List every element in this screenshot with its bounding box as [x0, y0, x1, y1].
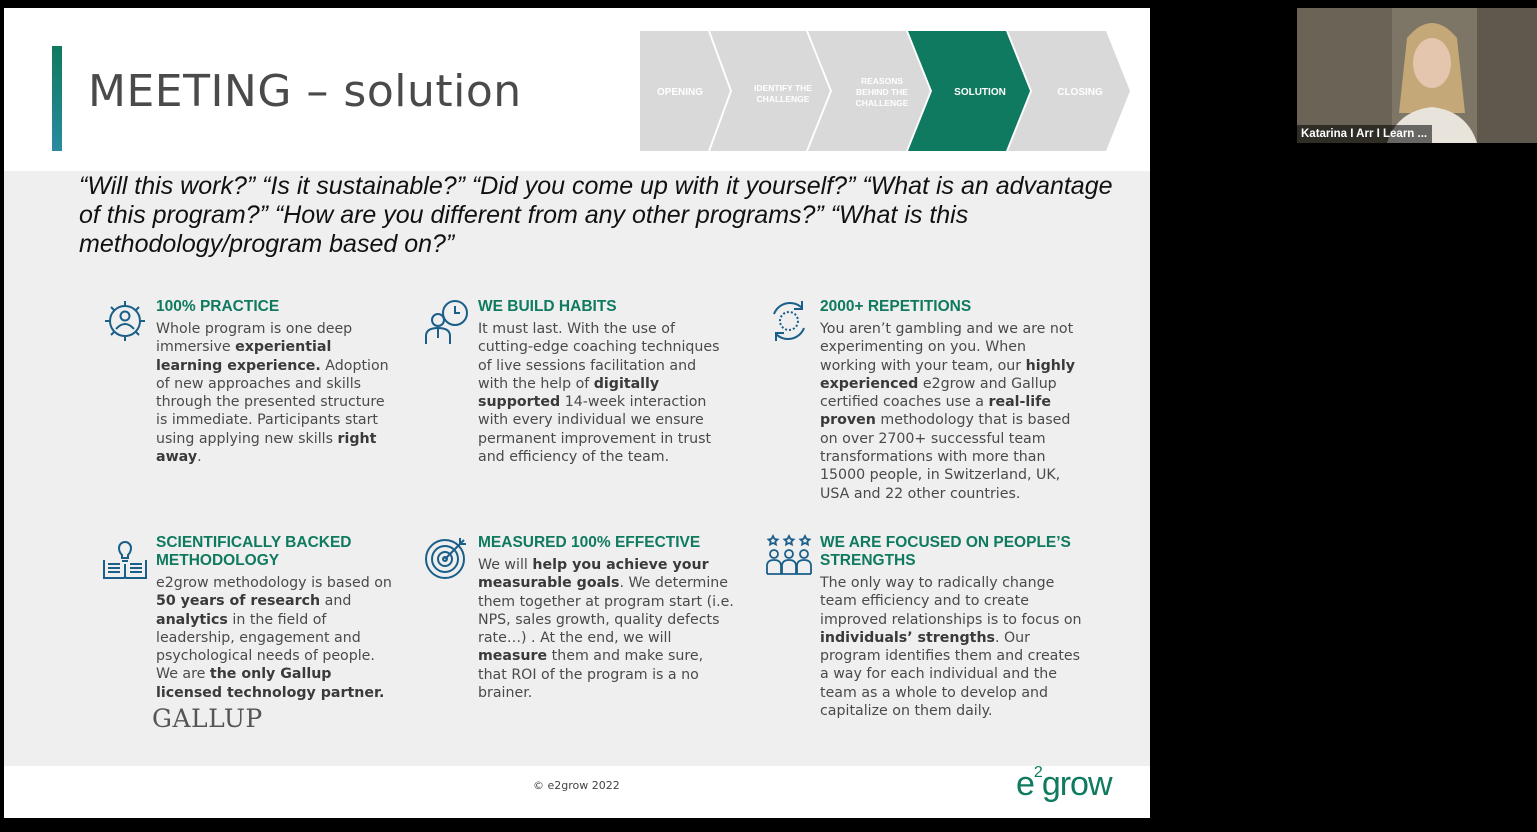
participant-name-label: Katarina I Arr I Learn ...: [1297, 125, 1432, 143]
participant-video-tile[interactable]: [1297, 8, 1537, 143]
svg-text:BEHIND THE: BEHIND THE: [856, 87, 908, 97]
cycle-arrows-icon: [766, 298, 812, 344]
step-label-line1: IDENTIFY THE: [754, 83, 812, 93]
card-focused-on-strengths: [766, 534, 1086, 729]
step-label: CLOSING: [1057, 87, 1103, 98]
card-text: e2grow methodology is based on 50 years of research and analytics in the field of leadership, engagement and psychological needs of people. We are the only Gallup licensed technology partner.: [156, 575, 392, 701]
card-we-build-habits: [424, 298, 744, 488]
card-text: It must last. With the use of cutting-edge coaching techniques of live sessions facilitation and with the help of digitally supported 14-week interaction with every individual we ensure permanent improvement in trust and efficiency of the team.: [478, 321, 720, 466]
svg-text:REASONS: REASONS: [860, 76, 904, 86]
participant-video-feed: [1297, 8, 1537, 143]
card-heading: WE BUILD HABITS: [478, 298, 617, 315]
card-heading: WE ARE FOCUSED ON PEOPLE’S STRENGTHS: [820, 534, 1071, 569]
step-label-line2: CHALLENGE: [756, 94, 810, 104]
gallup-logo: GALLUP: [152, 704, 263, 733]
copyright-text: © e2grow 2022: [533, 779, 620, 792]
person-gear-icon: [102, 298, 148, 344]
card-text: The only way to radically change team efficiency and to create improved relationships is to focus on individuals’ strengths. Our program identifies them and creates a way for each individual and the team as a whole to develop and capitalize on them daily.: [820, 575, 1082, 720]
card-heading: 100% PRACTICE: [156, 298, 280, 315]
card-text: Whole program is one deep immersive experiential learning experience. Adoption of new approaches and skills through the presented structure is immediate. Participants start using applying new skills right away.: [156, 321, 389, 466]
card-heading: SCIENTIFICALLY BACKED METHODOLOGY: [156, 534, 352, 569]
card-2000-repetitions: [766, 298, 1086, 508]
slide-footer: [4, 766, 1150, 818]
slide-header: [4, 8, 1150, 171]
slide-title: MEETING – solution: [88, 66, 522, 117]
step-opening: [640, 31, 730, 151]
card-text: We will help you achieve your measurable goals. We determine them together at program start (i.e. NPS, sales growth, quality defects rate…) . At the end, we will measure them and make sure, that ROI of the program is a no brainer.: [478, 557, 734, 702]
client-questions: “Will this work?” “Is it sustainable?” “Did you come up with it yourself?” “What is an advantage of this program?” “How are you different from any other programs?” “What is this methodology/program based on?”: [79, 172, 1113, 258]
target-arrow-icon: [424, 534, 470, 580]
card-text: You aren’t gambling and we are not experimenting on you. When working with your team, our highly experienced e2grow and Gallup certified coaches use a real-life proven methodology that is based on over 2700+ successful team transformations with more than 15000 people, in Switzerland, UK, USA and 22 other countries.: [820, 321, 1075, 502]
step-label: SOLUTION: [954, 87, 1006, 98]
card-100-practice: [102, 298, 402, 478]
title-accent-bar: [52, 46, 62, 151]
agenda-progress-chevrons: [640, 31, 1130, 151]
step-label: OPENING: [656, 87, 704, 98]
card-scientifically-backed: [102, 534, 402, 709]
lightbulb-book-icon: [102, 534, 148, 580]
e2grow-logo: $e^2grow$: [1016, 764, 1112, 803]
team-stars-icon: [766, 534, 812, 580]
person-clock-icon: [424, 298, 470, 344]
card-heading: MEASURED 100% EFFECTIVE: [478, 534, 701, 551]
card-heading: 2000+ REPETITIONS: [820, 298, 972, 315]
card-measured-effective: [424, 534, 744, 709]
svg-text:CHALLENGE: CHALLENGE: [855, 98, 909, 108]
